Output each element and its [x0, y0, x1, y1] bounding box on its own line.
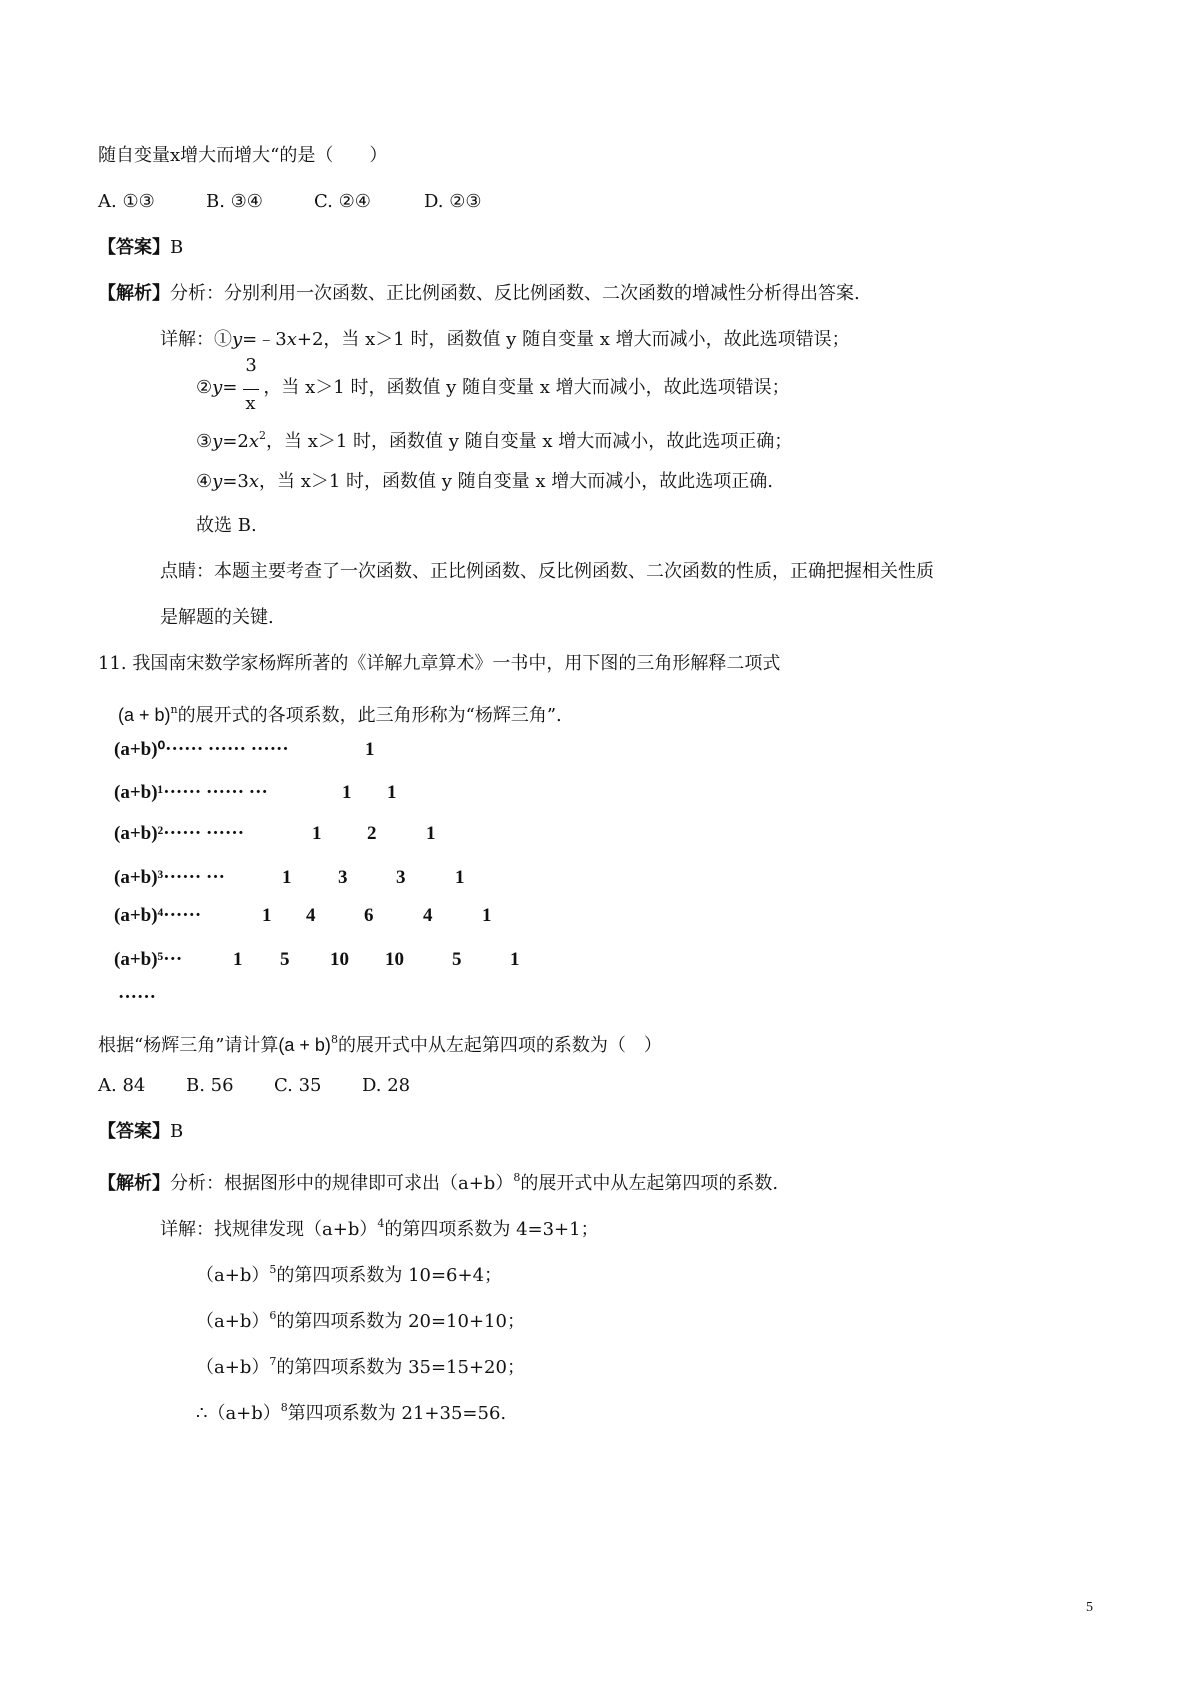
triangle-row-label: (a+b)¹······ ······ ···: [114, 782, 268, 803]
q11-options: [98, 1074, 410, 1098]
detail-text: ∴（a+b）: [196, 1403, 281, 1424]
triangle-coefficient: 3: [396, 867, 406, 888]
q11-detail-5: [196, 1396, 506, 1426]
detail-text: +2，当 x＞1 时，函数值 y 随自变量 x 增大而减小，故此选项错误；: [296, 329, 850, 350]
q11-question: [98, 1028, 662, 1058]
triangle-coefficient: 3: [338, 867, 348, 888]
var-y: y: [212, 471, 223, 492]
var-y: y: [212, 431, 223, 452]
exponent: 6: [269, 1309, 277, 1322]
answer-value: B: [170, 1121, 184, 1142]
q11-detail-3: [196, 1304, 525, 1334]
detail-text: 的第四项系数为 20=10+10；: [276, 1311, 525, 1332]
exponent: 8: [330, 1033, 338, 1046]
detail-text: 详解：找规律发现（a+b）: [160, 1219, 378, 1240]
detail-text: =2: [222, 431, 249, 452]
fraction-numerator: 3: [245, 355, 257, 376]
analysis-tag: 【解析】: [98, 1173, 170, 1194]
q10-option-b: B. ③④: [206, 191, 263, 212]
stem-text: 的展开式的各项系数，此三角形称为“杨辉三角”.: [177, 705, 562, 726]
triangle-coefficient: 1: [233, 949, 243, 970]
q10-answer: [98, 236, 183, 260]
triangle-coefficient: 1: [482, 905, 492, 926]
q10-options: [98, 190, 482, 214]
detail-text: ③: [196, 431, 213, 452]
detail-text: 的第四项系数为 4=3+1；: [384, 1219, 599, 1240]
q10-comment-line-1: 点睛：本题主要考查了一次函数、正比例函数、反比例函数、二次函数的性质，正确把握相关性质: [160, 561, 934, 582]
fraction-denominator: x: [245, 393, 256, 414]
analysis-text: 的展开式中从左起第四项的系数.: [520, 1173, 779, 1194]
triangle-coefficient: 1: [282, 867, 292, 888]
q11-option-b: B. 56: [186, 1075, 234, 1096]
triangle-coefficient: 1: [510, 949, 520, 970]
page-number: 5: [1086, 1600, 1093, 1615]
triangle-coefficient: 4: [423, 905, 433, 926]
analysis-text: 分析：根据图形中的规律即可求出（a+b）: [170, 1173, 514, 1194]
var-y: y: [212, 377, 223, 398]
detail-text: （a+b）: [196, 1357, 270, 1378]
triangle-coefficient: 10: [385, 949, 404, 970]
triangle-coefficient: 4: [306, 905, 316, 926]
var-x: x: [248, 431, 260, 452]
q11-option-c: C. 35: [274, 1075, 322, 1096]
triangle-row-label: (a+b)²······ ······: [114, 823, 245, 844]
exponent: 5: [269, 1263, 277, 1276]
triangle-coefficient: 1: [312, 823, 322, 844]
var-x: x: [248, 471, 260, 492]
triangle-coefficient: 10: [330, 949, 349, 970]
triangle-coefficient: 1: [342, 782, 352, 803]
detail-text: ④: [196, 471, 213, 492]
exponent: 2: [259, 429, 267, 442]
triangle-row-label: (a+b)⁰······ ······ ······: [114, 739, 289, 760]
analysis-text: 分析：分别利用一次函数、正比例函数、反比例函数、二次函数的增减性分析得出答案.: [170, 283, 860, 304]
detail-text: 详解：①: [160, 329, 232, 350]
binomial-expr: (a + b): [278, 1035, 331, 1055]
triangle-coefficient: 5: [452, 949, 462, 970]
detail-text: 第四项系数为 21+35=56.: [287, 1403, 507, 1424]
exponent: n: [170, 703, 178, 716]
detail-text: =﹣3: [242, 329, 287, 350]
exponent: 8: [280, 1401, 288, 1414]
exponent: 8: [513, 1171, 521, 1184]
q10-choose: 故选 B.: [196, 515, 257, 536]
q11-option-a: A. 84: [98, 1075, 146, 1096]
triangle-coefficient: 1: [262, 905, 272, 926]
detail-text: 的第四项系数为 35=15+20；: [276, 1357, 525, 1378]
detail-text: ，当 x＞1 时，函数值 y 随自变量 x 增大而减小，故此选项正确.: [259, 471, 773, 492]
q11-detail-1: [160, 1212, 599, 1242]
triangle-row-label: (a+b)³······ ···: [114, 867, 226, 888]
triangle-coefficient: 1: [365, 739, 375, 760]
triangle-coefficient: 1: [426, 823, 436, 844]
triangle-row-label: (a+b)⁵···: [114, 949, 183, 970]
q11-option-d: D. 28: [362, 1075, 411, 1096]
detail-text: =3: [222, 471, 249, 492]
detail-text: 的第四项系数为 10=6+4；: [276, 1265, 503, 1286]
exponent: 7: [269, 1355, 277, 1368]
detail-text: ②: [196, 377, 213, 398]
detail-text: （a+b）: [196, 1265, 270, 1286]
answer-tag: 【答案】: [98, 1121, 170, 1142]
q11-detail-4: [196, 1350, 525, 1380]
triangle-ellipsis: ······: [118, 987, 157, 1008]
triangle-coefficient: 6: [364, 905, 374, 926]
analysis-tag: 【解析】: [98, 283, 170, 304]
detail-text: ，当 x＞1 时，函数值 y 随自变量 x 增大而减小，故此选项错误；: [263, 377, 790, 398]
triangle-coefficient: 2: [367, 823, 377, 844]
triangle-coefficient: 1: [387, 782, 397, 803]
q10-option-a: A. ①③: [98, 191, 155, 212]
binomial-expr: (a + b): [118, 705, 171, 725]
triangle-coefficient: 1: [455, 867, 465, 888]
q11-answer: [98, 1120, 183, 1144]
q10-detail-4: [196, 470, 773, 494]
detail-text: （a+b）: [196, 1311, 270, 1332]
triangle-coefficient: 5: [280, 949, 290, 970]
q10-analysis: [98, 282, 860, 306]
fraction-3-over-x: [237, 355, 263, 414]
answer-value: B: [170, 237, 184, 258]
q10-detail-3: [196, 424, 792, 454]
question-text: 的展开式中从左起第四项的系数为（ ）: [337, 1035, 662, 1056]
q11-stem-line-1: 11. 我国南宋数学家杨辉所著的《详解九章算术》一书中，用下图的三角形解释二项式: [98, 653, 781, 674]
q11-analysis: [98, 1166, 778, 1196]
detail-text: =: [222, 377, 238, 398]
detail-text: ，当 x＞1 时，函数值 y 随自变量 x 增大而减小，故此选项正确；: [266, 431, 793, 452]
q10-detail-1: [160, 328, 850, 352]
exponent: 4: [377, 1217, 385, 1230]
q10-option-c: C. ②④: [314, 191, 371, 212]
var-x: x: [286, 329, 297, 350]
answer-tag: 【答案】: [98, 237, 170, 258]
triangle-row-label: (a+b)⁴······: [114, 905, 202, 926]
q10-comment-line-2: 是解题的关键.: [160, 607, 274, 628]
q11-detail-2: [196, 1258, 502, 1288]
var-y: y: [232, 329, 243, 350]
q10-option-d: D. ②③: [424, 191, 482, 212]
q11-stem-line-2: [118, 698, 562, 728]
q10-detail-2: [196, 355, 790, 414]
question-text: 根据“杨辉三角”请计算: [98, 1035, 279, 1056]
q10-stem-tail: 随自变量x增大而增大“的是（ ）: [98, 145, 388, 166]
fraction-bar: [243, 389, 259, 390]
